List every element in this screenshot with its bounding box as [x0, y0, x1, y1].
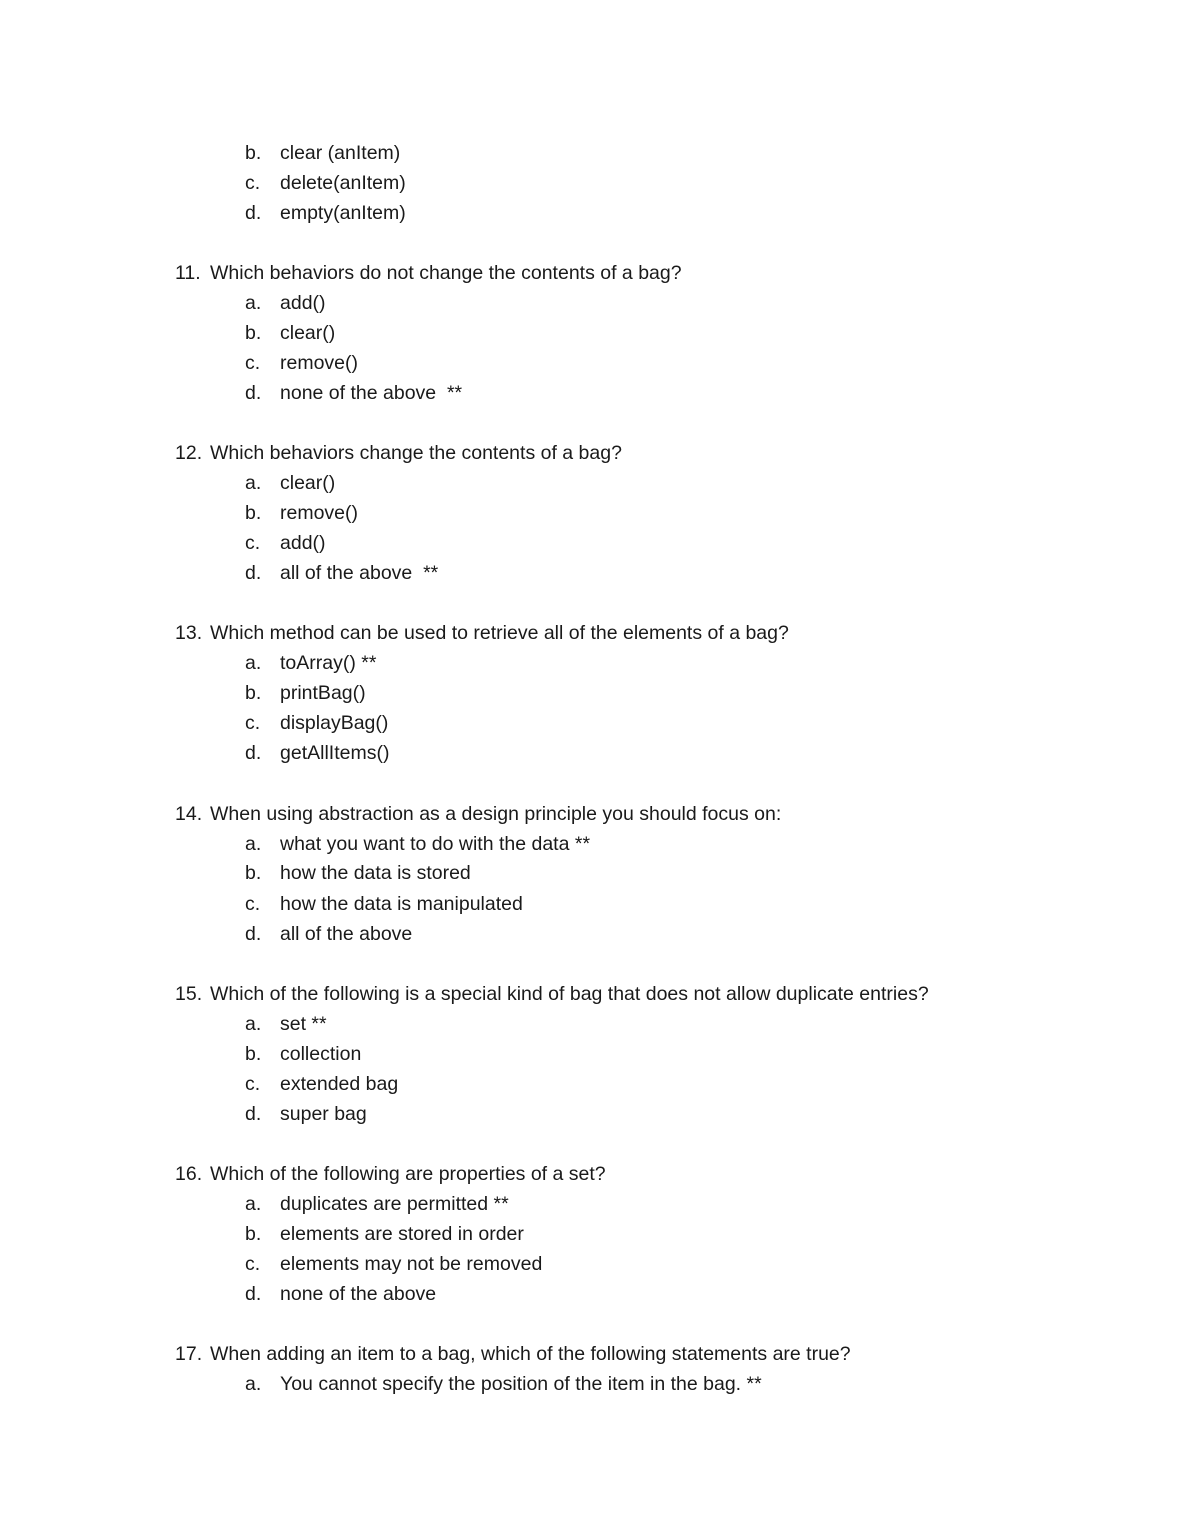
question-number: 16. — [175, 1163, 203, 1185]
option-text: collection — [280, 1043, 362, 1065]
question-number: 11. — [175, 262, 201, 284]
option-letter: a. — [245, 833, 262, 855]
option-text: getAllItems() — [280, 742, 390, 764]
option-text: how the data is stored — [280, 862, 471, 884]
option-text: duplicates are permitted ** — [280, 1193, 509, 1215]
option-text: elements may not be removed — [280, 1253, 543, 1275]
question-number: 17. — [175, 1343, 203, 1365]
option-letter: d. — [245, 382, 262, 404]
option-letter: d. — [245, 742, 262, 764]
option-text: how the data is manipulated — [280, 893, 523, 915]
option-text: clear() — [280, 322, 336, 344]
option-letter: b. — [245, 322, 262, 344]
option-text: remove() — [280, 502, 359, 524]
option-letter: a. — [245, 652, 262, 674]
option-text: none of the above ** — [280, 382, 463, 404]
option-text: add() — [280, 292, 326, 314]
option-letter: b. — [245, 142, 262, 164]
option-text: none of the above — [280, 1283, 437, 1305]
option-text: clear() — [280, 472, 336, 494]
option-letter: c. — [245, 1073, 261, 1095]
question-number: 13. — [175, 622, 203, 644]
option-text: displayBag() — [280, 712, 389, 734]
option-letter: d. — [245, 202, 262, 224]
option-letter: c. — [245, 893, 261, 915]
question-text: When using abstraction as a design principle you should focus on: — [210, 803, 782, 825]
option-text: all of the above ** — [280, 562, 439, 584]
option-text: add() — [280, 532, 326, 554]
option-text: elements are stored in order — [280, 1223, 524, 1245]
option-text: empty(anItem) — [280, 202, 406, 224]
option-letter: a. — [245, 472, 262, 494]
option-text: super bag — [280, 1103, 367, 1125]
option-letter: b. — [245, 1043, 262, 1065]
question-number: 14. — [175, 803, 203, 825]
option-letter: b. — [245, 502, 262, 524]
option-letter: c. — [245, 712, 261, 734]
option-letter: b. — [245, 682, 262, 704]
question-number: 12. — [175, 442, 203, 464]
option-letter: d. — [245, 562, 262, 584]
option-letter: d. — [245, 1103, 262, 1125]
option-letter: b. — [245, 1223, 262, 1245]
option-text: set ** — [280, 1013, 327, 1035]
question-text: Which behaviors do not change the contents of a bag? — [210, 262, 682, 284]
option-text: delete(anItem) — [280, 172, 406, 194]
option-letter: d. — [245, 923, 262, 945]
option-text: what you want to do with the data ** — [280, 833, 591, 855]
option-text: clear (anItem) — [280, 142, 401, 164]
option-text: all of the above — [280, 923, 413, 945]
question-text: Which method can be used to retrieve all of the elements of a bag? — [210, 622, 789, 644]
question-text: Which behaviors change the contents of a bag? — [210, 442, 622, 464]
option-letter: a. — [245, 1373, 262, 1395]
option-letter: c. — [245, 1253, 261, 1275]
option-text: You cannot specify the position of the item in the bag. ** — [280, 1373, 762, 1395]
question-text: When adding an item to a bag, which of the following statements are true? — [210, 1343, 851, 1365]
option-letter: c. — [245, 172, 261, 194]
option-text: toArray() ** — [280, 652, 377, 674]
option-text: printBag() — [280, 682, 366, 704]
question-number: 15. — [175, 983, 203, 1005]
option-letter: d. — [245, 1283, 262, 1305]
option-letter: c. — [245, 352, 261, 374]
question-text: Which of the following are properties of a set? — [210, 1163, 606, 1185]
question-text: Which of the following is a special kind of bag that does not allow duplicate entries? — [210, 983, 929, 1005]
option-letter: c. — [245, 532, 261, 554]
option-text: remove() — [280, 352, 359, 374]
option-text: extended bag — [280, 1073, 399, 1095]
option-letter: a. — [245, 1193, 262, 1215]
option-letter: b. — [245, 862, 262, 884]
option-letter: a. — [245, 1013, 262, 1035]
option-letter: a. — [245, 292, 262, 314]
